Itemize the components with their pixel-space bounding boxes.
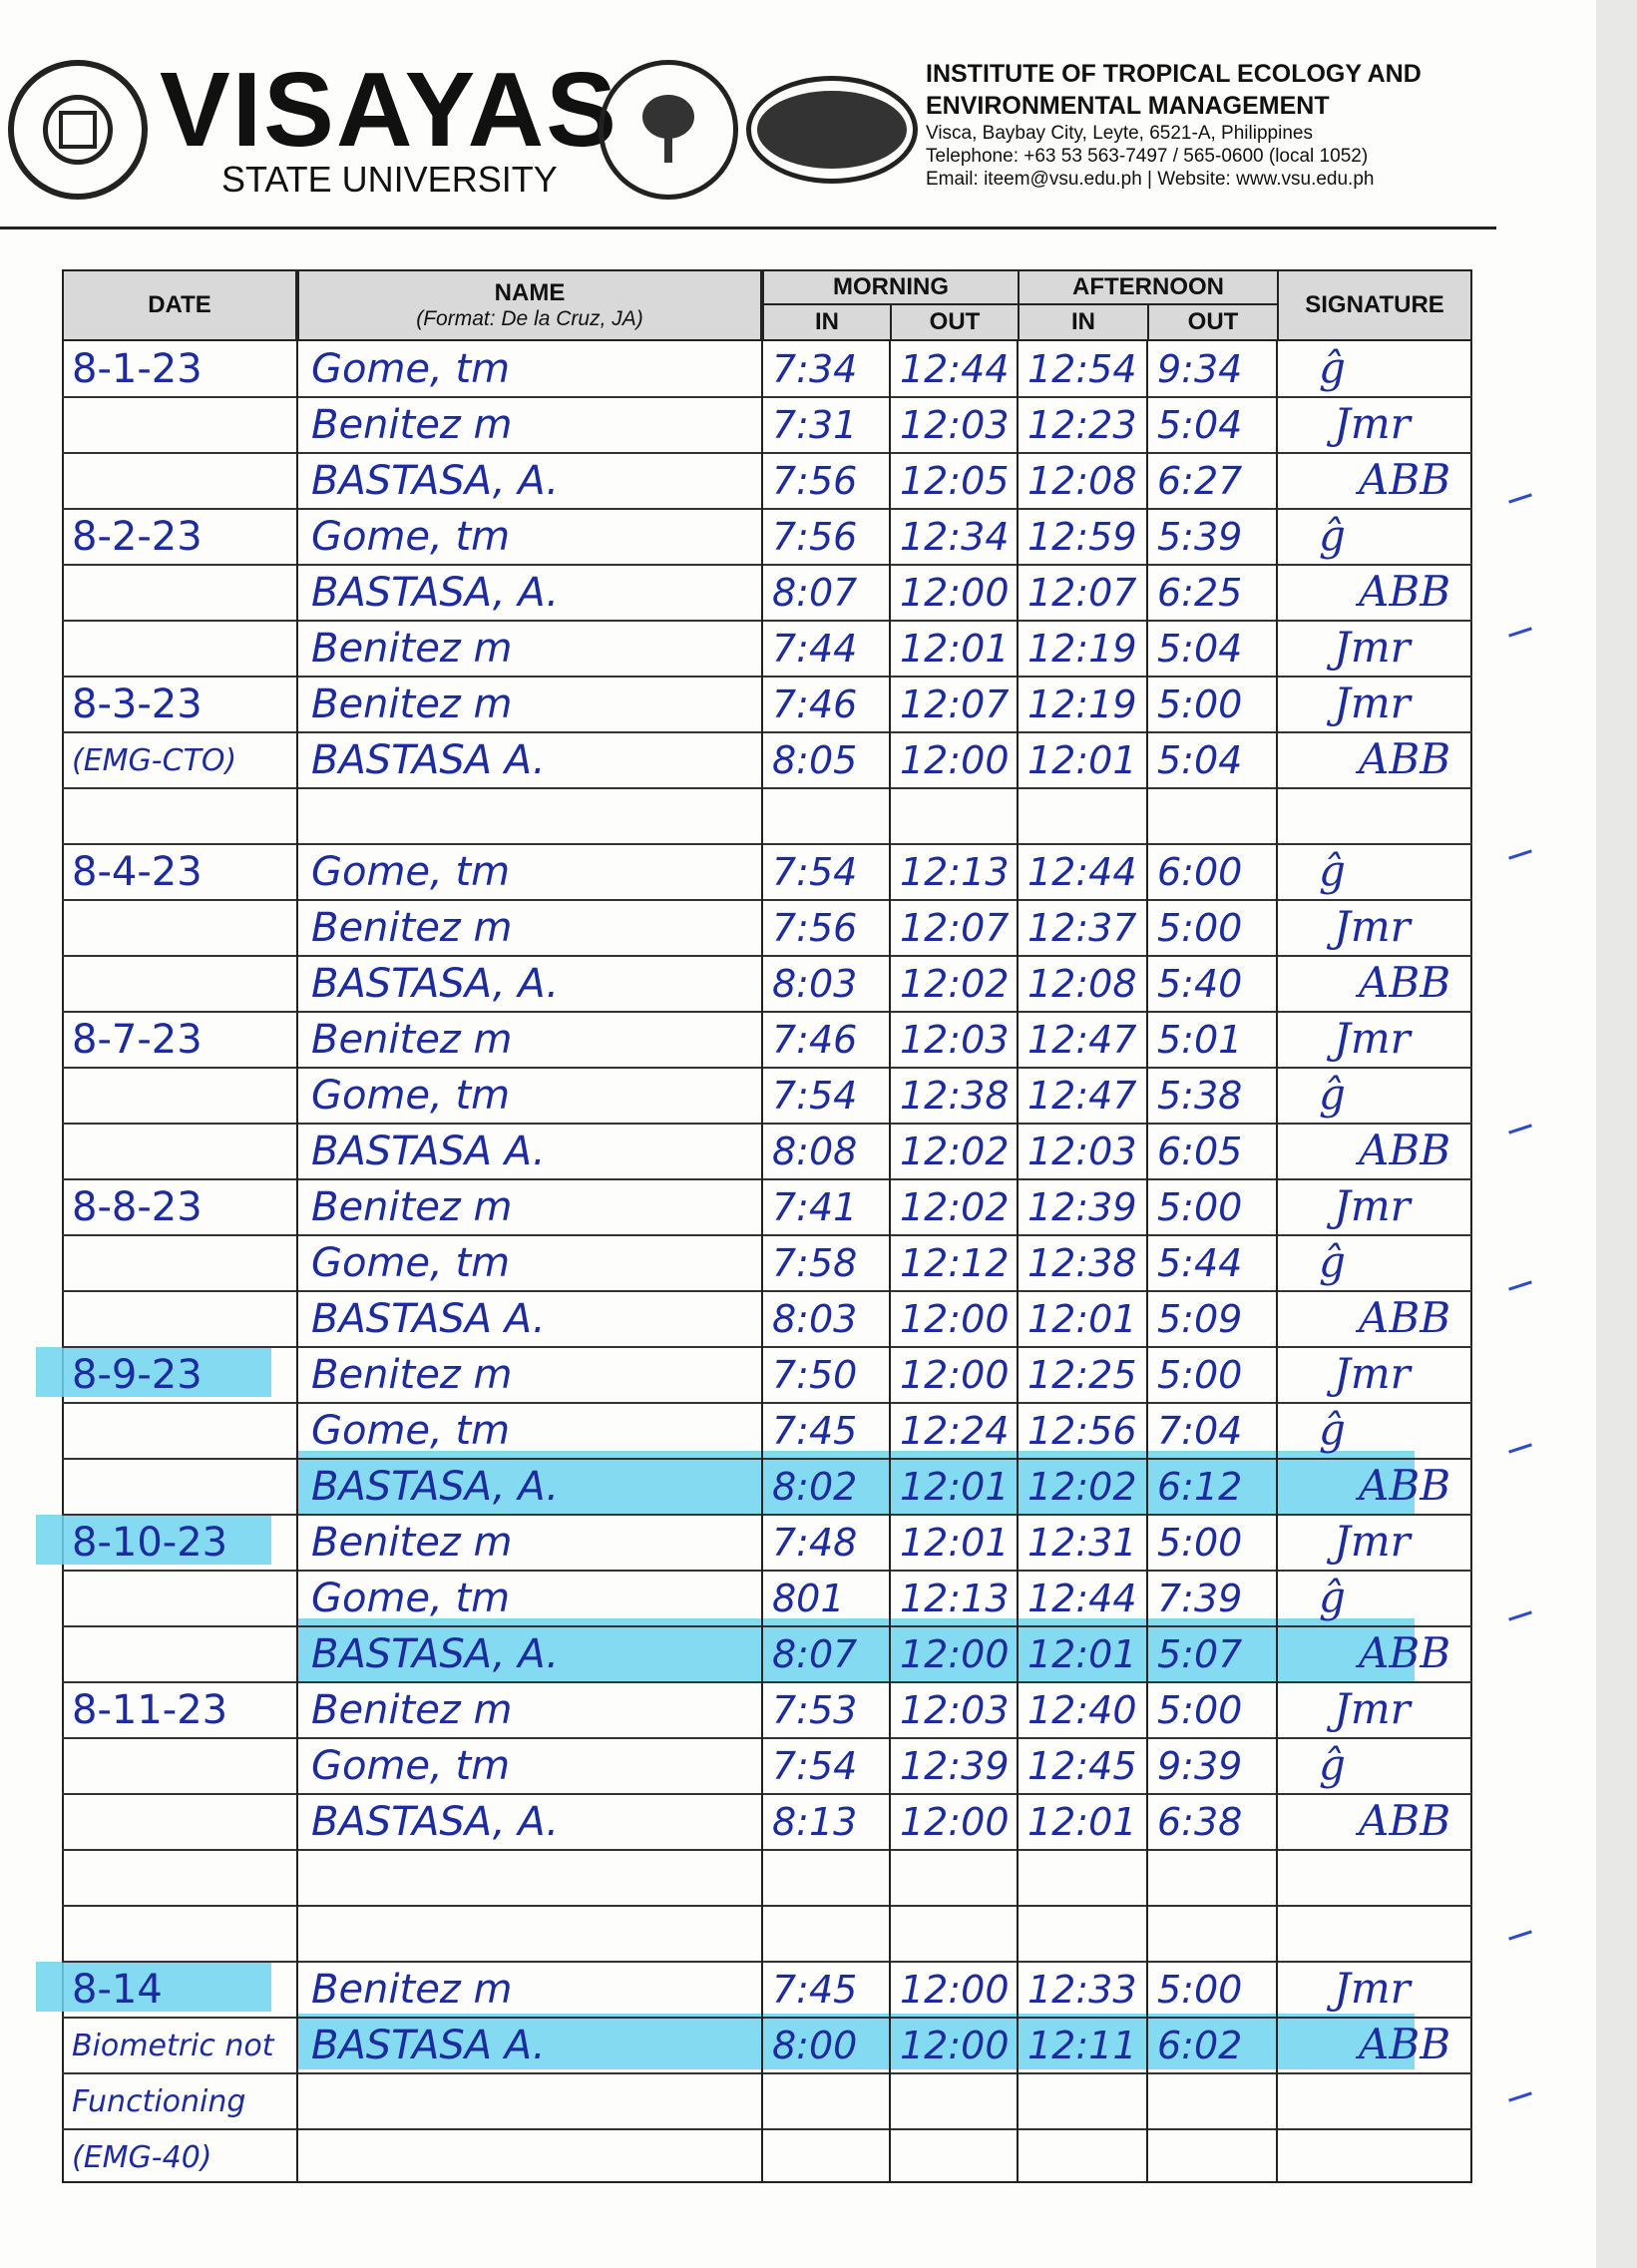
page-edge <box>1596 0 1637 2268</box>
vsu-seal-logo <box>8 60 148 200</box>
date-cell: Biometric not <box>72 2029 274 2063</box>
header-name-format: (Format: De la Cruz, JA) <box>416 307 643 330</box>
afternoon-out-time: 6:12 <box>1157 1465 1243 1509</box>
morning-out-time: 12:38 <box>900 1074 1010 1118</box>
morning-out-time: 12:00 <box>900 1632 1010 1676</box>
morning-in-time: 8:00 <box>772 2024 858 2067</box>
afternoon-out-time: 7:39 <box>1157 1577 1243 1620</box>
name-cell: Gome, tm <box>311 1240 511 1286</box>
signature-mark: Jmr <box>1334 1349 1411 1398</box>
afternoon-out-time: 6:05 <box>1157 1130 1243 1173</box>
date-cell: (EMG-CTO) <box>72 743 237 778</box>
name-cell: BASTASA, A. <box>311 570 560 616</box>
date-cell: 8-11-23 <box>72 1687 228 1733</box>
table-row <box>62 621 1472 677</box>
name-cell: BASTASA, A. <box>311 458 560 504</box>
header-morning-in: IN <box>762 303 892 341</box>
name-cell: BASTASA A. <box>311 1296 546 1342</box>
morning-in-time: 8:07 <box>772 571 858 615</box>
name-cell: Gome, tm <box>311 346 511 392</box>
afternoon-in-time: 12:19 <box>1027 627 1137 671</box>
morning-in-time: 7:54 <box>772 850 858 894</box>
table-row <box>62 1515 1472 1571</box>
name-cell: Benitez m <box>311 681 513 727</box>
name-cell: Benitez m <box>311 1017 513 1063</box>
morning-out-time: 12:01 <box>900 627 1010 671</box>
institute-address: Visca, Baybay City, Leyte, 6521-A, Philippines <box>926 123 1313 144</box>
morning-out-time: 12:07 <box>900 906 1010 950</box>
name-cell: Gome, tm <box>311 1743 511 1789</box>
morning-in-time: 7:41 <box>772 1185 858 1229</box>
name-cell: BASTASA, A. <box>311 1464 560 1510</box>
morning-in-time: 7:54 <box>772 1074 858 1118</box>
table-row <box>62 1850 1472 1906</box>
morning-out-time: 12:00 <box>900 571 1010 615</box>
morning-out-time: 12:12 <box>900 1241 1010 1285</box>
afternoon-in-time: 12:47 <box>1027 1074 1137 1118</box>
signature-mark: Jmr <box>1334 679 1411 727</box>
institute-name-line2: ENVIRONMENTAL MANAGEMENT <box>926 92 1330 120</box>
afternoon-in-time: 12:54 <box>1027 347 1137 391</box>
table-row <box>62 1682 1472 1738</box>
cfes-seal-logo <box>599 60 738 200</box>
afternoon-in-time: 12:01 <box>1027 738 1137 782</box>
afternoon-in-time: 12:44 <box>1027 850 1137 894</box>
name-cell: BASTASA A. <box>311 2023 546 2068</box>
morning-out-time: 12:00 <box>900 738 1010 782</box>
table-row <box>62 956 1472 1012</box>
date-cell: 8-1-23 <box>72 346 203 392</box>
table-row <box>62 1012 1472 1068</box>
header-afternoon: AFTERNOON <box>1018 269 1279 305</box>
header-name: NAME (Format: De la Cruz, JA) <box>297 269 762 341</box>
signature-mark: Jmr <box>1334 623 1411 672</box>
signature-mark: ABB <box>1359 455 1451 504</box>
morning-in-time: 7:45 <box>772 1409 858 1453</box>
morning-out-time: 12:13 <box>900 850 1010 894</box>
afternoon-out-time: 5:40 <box>1157 962 1243 1006</box>
table-row <box>62 1235 1472 1291</box>
iteem-seal-logo <box>746 76 918 184</box>
table-row <box>62 1124 1472 1179</box>
date-cell: 8-8-23 <box>72 1184 203 1230</box>
afternoon-in-time: 12:56 <box>1027 1409 1137 1453</box>
morning-in-time: 7:50 <box>772 1353 858 1397</box>
afternoon-in-time: 12:19 <box>1027 682 1137 726</box>
afternoon-out-time: 6:02 <box>1157 2024 1243 2067</box>
morning-in-time: 7:53 <box>772 1688 858 1732</box>
morning-out-time: 12:00 <box>900 1968 1010 2012</box>
date-cell: 8-4-23 <box>72 849 203 895</box>
morning-out-time: 12:03 <box>900 1688 1010 1732</box>
afternoon-in-time: 12:45 <box>1027 1744 1137 1788</box>
afternoon-in-time: 12:01 <box>1027 1297 1137 1341</box>
signature-mark: ABB <box>1359 567 1451 616</box>
afternoon-out-time: 6:27 <box>1157 459 1243 503</box>
morning-out-time: 12:00 <box>900 2024 1010 2067</box>
morning-in-time: 7:56 <box>772 906 858 950</box>
morning-out-time: 12:00 <box>900 1353 1010 1397</box>
morning-out-time: 12:00 <box>900 1297 1010 1341</box>
morning-out-time: 12:24 <box>900 1409 1010 1453</box>
morning-in-time: 7:31 <box>772 403 858 447</box>
morning-in-time: 7:46 <box>772 682 858 726</box>
morning-in-time: 8:02 <box>772 1465 858 1509</box>
morning-out-time: 12:02 <box>900 1130 1010 1173</box>
name-cell: Benitez m <box>311 402 513 448</box>
table-row <box>62 1068 1472 1124</box>
signature-mark: ABB <box>1359 958 1451 1007</box>
afternoon-in-time: 12:08 <box>1027 459 1137 503</box>
table-row <box>62 1626 1472 1682</box>
afternoon-out-time: 5:00 <box>1157 1353 1243 1397</box>
signature-mark: ĝ <box>1319 1573 1346 1621</box>
table-row <box>62 1179 1472 1235</box>
header-morning-out: OUT <box>890 303 1020 341</box>
vsu-wordmark <box>160 51 618 200</box>
table-row <box>62 341 1472 397</box>
date-cell: 8-10-23 <box>72 1520 228 1566</box>
table-row <box>62 1794 1472 1850</box>
institute-block <box>926 58 1422 191</box>
afternoon-in-time: 12:38 <box>1027 1241 1137 1285</box>
signature-mark: ABB <box>1359 1126 1451 1174</box>
letterhead <box>0 40 1496 220</box>
afternoon-out-time: 6:38 <box>1157 1800 1243 1844</box>
afternoon-in-time: 12:01 <box>1027 1800 1137 1844</box>
date-cell: 8-14 <box>72 1967 163 2013</box>
afternoon-out-time: 5:04 <box>1157 738 1243 782</box>
morning-in-time: 8:07 <box>772 1632 858 1676</box>
afternoon-out-time: 5:04 <box>1157 627 1243 671</box>
date-cell: 8-2-23 <box>72 514 203 560</box>
signature-mark: Jmr <box>1334 1517 1411 1566</box>
table-row <box>62 1962 1472 2018</box>
morning-out-time: 12:39 <box>900 1744 1010 1788</box>
institute-telephone: Telephone: +63 53 563-7497 / 565-0600 (local 1052) <box>926 146 1369 167</box>
afternoon-out-time: 5:00 <box>1157 1185 1243 1229</box>
morning-in-time: 8:08 <box>772 1130 858 1173</box>
morning-in-time: 7:44 <box>772 627 858 671</box>
morning-out-time: 12:02 <box>900 1185 1010 1229</box>
afternoon-in-time: 12:37 <box>1027 906 1137 950</box>
afternoon-out-time: 9:39 <box>1157 1744 1243 1788</box>
name-cell: BASTASA, A. <box>311 1799 560 1845</box>
signature-mark: ĝ <box>1319 1237 1346 1286</box>
afternoon-out-time: 9:34 <box>1157 347 1243 391</box>
signature-mark: ĝ <box>1319 846 1346 895</box>
name-cell: Benitez m <box>311 905 513 951</box>
morning-out-time: 12:01 <box>900 1521 1010 1565</box>
date-cell: Functioning <box>72 2084 246 2119</box>
signature-mark: ABB <box>1359 1293 1451 1342</box>
table-row <box>62 1347 1472 1403</box>
table-row <box>62 565 1472 621</box>
afternoon-out-time: 5:44 <box>1157 1241 1243 1285</box>
date-cell: 8-7-23 <box>72 1017 203 1063</box>
afternoon-out-time: 5:00 <box>1157 1968 1243 2012</box>
table-row <box>62 2129 1472 2185</box>
morning-out-time: 12:13 <box>900 1577 1010 1620</box>
afternoon-in-time: 12:33 <box>1027 1968 1137 2012</box>
institute-email-website: Email: iteem@vsu.edu.ph | Website: www.vsu.edu.ph <box>926 169 1375 190</box>
morning-in-time: 8:05 <box>772 738 858 782</box>
afternoon-out-time: 6:25 <box>1157 571 1243 615</box>
attendance-table <box>62 269 1472 2183</box>
signature-mark: ABB <box>1359 1628 1451 1677</box>
header-date: DATE <box>62 269 297 341</box>
afternoon-out-time: 5:09 <box>1157 1297 1243 1341</box>
signature-mark: Jmr <box>1334 399 1411 448</box>
signature-mark: ĝ <box>1319 511 1346 560</box>
table-row <box>62 2018 1472 2073</box>
morning-in-time: 7:46 <box>772 1018 858 1062</box>
morning-out-time: 12:02 <box>900 962 1010 1006</box>
signature-mark: ĝ <box>1319 1740 1346 1789</box>
afternoon-in-time: 12:44 <box>1027 1577 1137 1620</box>
afternoon-out-time: 5:38 <box>1157 1074 1243 1118</box>
morning-in-time: 7:56 <box>772 515 858 559</box>
table-row <box>62 788 1472 844</box>
afternoon-in-time: 12:25 <box>1027 1353 1137 1397</box>
name-cell: Benitez m <box>311 1967 513 2013</box>
institute-name-line1: INSTITUTE OF TROPICAL ECOLOGY AND <box>926 60 1422 88</box>
afternoon-in-time: 12:31 <box>1027 1521 1137 1565</box>
morning-out-time: 12:01 <box>900 1465 1010 1509</box>
name-cell: BASTASA A. <box>311 1129 546 1174</box>
wordmark-title: VISAYAS <box>160 51 618 169</box>
name-cell: Gome, tm <box>311 514 511 560</box>
afternoon-in-time: 12:11 <box>1027 2024 1137 2067</box>
morning-in-time: 7:58 <box>772 1241 858 1285</box>
table-row <box>62 509 1472 565</box>
morning-out-time: 12:03 <box>900 1018 1010 1062</box>
wordmark-subtitle: STATE UNIVERSITY <box>221 159 558 200</box>
name-cell: Benitez m <box>311 1687 513 1733</box>
header-signature: SIGNATURE <box>1277 269 1472 341</box>
table-row <box>62 397 1472 453</box>
morning-in-time: 7:54 <box>772 1744 858 1788</box>
afternoon-out-time: 5:39 <box>1157 515 1243 559</box>
morning-out-time: 12:00 <box>900 1800 1010 1844</box>
name-cell: Gome, tm <box>311 1576 511 1621</box>
morning-in-time: 8:03 <box>772 962 858 1006</box>
table-row <box>62 1459 1472 1515</box>
name-cell: Benitez m <box>311 1184 513 1230</box>
signature-mark: Jmr <box>1334 1964 1411 2013</box>
table-row <box>62 732 1472 788</box>
name-cell: Benitez m <box>311 1520 513 1566</box>
afternoon-in-time: 12:03 <box>1027 1130 1137 1173</box>
signature-mark: ĝ <box>1319 1070 1346 1119</box>
table-row <box>62 677 1472 732</box>
afternoon-in-time: 12:47 <box>1027 1018 1137 1062</box>
afternoon-in-time: 12:40 <box>1027 1688 1137 1732</box>
table-row <box>62 1906 1472 1962</box>
signature-mark: Jmr <box>1334 1684 1411 1733</box>
signature-mark: ABB <box>1359 1461 1451 1510</box>
afternoon-in-time: 12:23 <box>1027 403 1137 447</box>
afternoon-in-time: 12:39 <box>1027 1185 1137 1229</box>
morning-in-time: 801 <box>772 1577 845 1620</box>
morning-out-time: 12:34 <box>900 515 1010 559</box>
date-cell: 8-3-23 <box>72 681 203 727</box>
afternoon-out-time: 5:00 <box>1157 682 1243 726</box>
signature-mark: ĝ <box>1319 1405 1346 1454</box>
name-cell: Benitez m <box>311 1352 513 1398</box>
date-cell: 8-9-23 <box>72 1352 203 1398</box>
morning-in-time: 7:34 <box>772 347 858 391</box>
table-row <box>62 453 1472 509</box>
header-afternoon-out: OUT <box>1147 303 1279 341</box>
morning-out-time: 12:05 <box>900 459 1010 503</box>
name-cell: Gome, tm <box>311 1073 511 1119</box>
table-row <box>62 1571 1472 1626</box>
afternoon-out-time: 5:04 <box>1157 403 1243 447</box>
afternoon-out-time: 6:00 <box>1157 850 1243 894</box>
table-row <box>62 2073 1472 2129</box>
date-cell: (EMG-40) <box>72 2140 212 2175</box>
name-cell: Gome, tm <box>311 1408 511 1454</box>
morning-in-time: 7:45 <box>772 1968 858 2012</box>
signature-mark: Jmr <box>1334 1181 1411 1230</box>
table-row <box>62 844 1472 900</box>
morning-in-time: 8:13 <box>772 1800 858 1844</box>
afternoon-in-time: 12:01 <box>1027 1632 1137 1676</box>
name-cell: BASTASA, A. <box>311 961 560 1007</box>
signature-mark: Jmr <box>1334 1014 1411 1063</box>
name-cell: Gome, tm <box>311 849 511 895</box>
afternoon-out-time: 5:01 <box>1157 1018 1243 1062</box>
header-morning: MORNING <box>762 269 1020 305</box>
afternoon-out-time: 5:00 <box>1157 1688 1243 1732</box>
afternoon-out-time: 5:07 <box>1157 1632 1243 1676</box>
signature-mark: ABB <box>1359 1796 1451 1845</box>
afternoon-in-time: 12:02 <box>1027 1465 1137 1509</box>
morning-out-time: 12:03 <box>900 403 1010 447</box>
afternoon-out-time: 5:00 <box>1157 1521 1243 1565</box>
name-cell: BASTASA A. <box>311 737 546 783</box>
afternoon-in-time: 12:07 <box>1027 571 1137 615</box>
afternoon-in-time: 12:08 <box>1027 962 1137 1006</box>
signature-mark: Jmr <box>1334 902 1411 951</box>
header-afternoon-in: IN <box>1018 303 1149 341</box>
table-row <box>62 900 1472 956</box>
signature-mark: ĝ <box>1319 343 1346 392</box>
morning-in-time: 7:48 <box>772 1521 858 1565</box>
header-divider <box>0 227 1496 229</box>
table-row <box>62 1738 1472 1794</box>
afternoon-out-time: 7:04 <box>1157 1409 1243 1453</box>
name-cell: BASTASA, A. <box>311 1631 560 1677</box>
table-row <box>62 1403 1472 1459</box>
morning-in-time: 8:03 <box>772 1297 858 1341</box>
name-cell: Benitez m <box>311 626 513 672</box>
afternoon-out-time: 5:00 <box>1157 906 1243 950</box>
morning-in-time: 7:56 <box>772 459 858 503</box>
signature-mark: ABB <box>1359 2020 1451 2068</box>
table-row <box>62 1291 1472 1347</box>
morning-out-time: 12:07 <box>900 682 1010 726</box>
afternoon-in-time: 12:59 <box>1027 515 1137 559</box>
morning-out-time: 12:44 <box>900 347 1010 391</box>
signature-mark: ABB <box>1359 734 1451 783</box>
